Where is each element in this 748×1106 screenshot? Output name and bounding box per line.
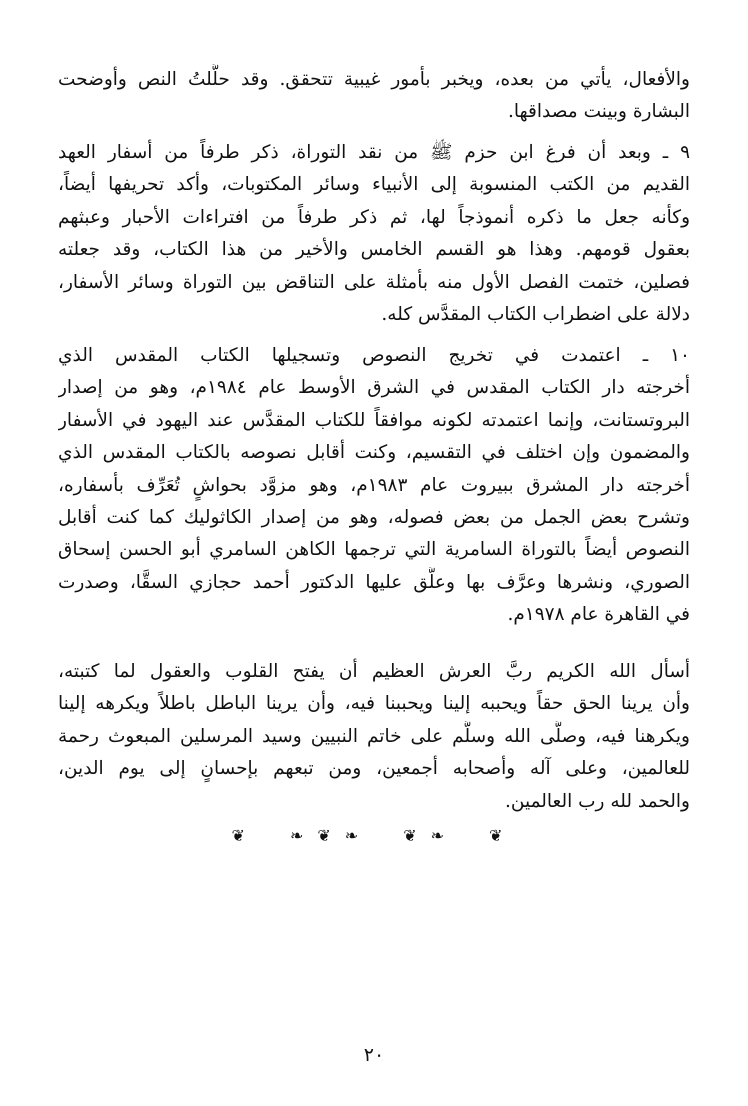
fleuron-icon: ❦❧ — [403, 826, 459, 845]
text-line: فصلين، ختمت الفصل الأول منه بأمثلة على التناقض بين التوراة وسائر الأسفار، — [58, 271, 690, 293]
text-line: والحمد لله رب العالمين. — [505, 790, 690, 812]
text-line: أسأل الله الكريم ربَّ العرش العظيم أن يفتح القلوب والعقول لما كتبته، — [58, 661, 690, 682]
text-line: ١٠ ـ اعتمدت في تخريج النصوص وتسجيلها الكتاب المقدس الذي — [58, 345, 690, 366]
text-line: أخرجته دار المشرق ببيروت عام ١٩٨٣م، وهو مزوَّد بحواشٍ تُعَرِّف بأسفاره، — [58, 474, 690, 496]
page-number: ٢٠ — [363, 1044, 385, 1066]
text-line: والأفعال، يأتي من بعده، ويخبر بأمور غيبية تتحقق. وقد حلَّلتُ النص وأوضحت — [58, 69, 690, 90]
fleuron-icon: ❧❦❧ — [289, 826, 373, 845]
text-line: البروتستانت، وإنما اعتمدته لكونه موافقاً للكتاب المقدَّس عند اليهود في الأسفار — [58, 409, 690, 431]
text-line: أخرجته دار الكتاب المقدس في الشرق الأوسط عام ١٩٨٤م، وهو من إصدار — [58, 377, 690, 399]
text-line: ٩ ـ وبعد أن فرغ ابن حزم ﷺ من نقد التوراة، ذكر طرفاً من أسفار العهد — [58, 142, 690, 163]
text-line: في القاهرة عام ١٩٧٨م. — [507, 604, 690, 626]
text-line: النصوص أيضاً بالتوراة السامرية التي ترجمها الكاهن السامري أبو الحسن إسحاق — [58, 539, 690, 561]
paragraph-4 — [58, 656, 690, 818]
fleuron-icon: ❦ — [489, 826, 517, 845]
text-line: دلالة على اضطراب الكتاب المقدَّس كله. — [381, 304, 690, 326]
text-line: والمضمون وإن اختلف في التقسيم، وكنت أقابل نصوصه بالكتاب المقدس الذي — [58, 442, 690, 464]
text-line: وأن يرينا الحق حقاً ويحببه إلينا ويحببنا فيه، وأن يرينا الباطل باطلاً ويكرهه إلينا — [58, 693, 690, 715]
fleuron-icon: ❦ — [231, 826, 259, 845]
paragraph-2 — [58, 137, 690, 331]
text-line: البشارة وبينت مصداقها. — [508, 101, 690, 123]
text-line: القديم من الكتب المنسوبة إلى الأنبياء وسائر المكتوبات، وأكد تحريفها أيضاً، — [58, 174, 690, 196]
text-line: الصوري، ونشرها وعرَّف بها وعلَّق عليها الدكتور أحمد حجازي السقَّا، وصدرت — [58, 571, 690, 593]
text-line: وتشرح بعض الجمل من بعض فصوله، وهو من إصدار الكاثوليك كما كنت أقابل — [58, 507, 690, 529]
text-line: ويكرهنا فيه، وصلَّى الله وسلَّم على خاتم النبيين وسيد المرسلين المبعوث رحمة — [58, 725, 690, 747]
text-line: للعالمين، وعلى آله وأصحابه أجمعين، ومن تبعهم بإحسانٍ إلى يوم الدين، — [58, 758, 690, 780]
text-line: بعقول قومهم. وهذا هو القسم الخامس والأخير من هذا الكتاب، وقد جعلته — [58, 239, 690, 261]
paragraph-1 — [58, 64, 690, 129]
section-end-ornament — [0, 826, 748, 845]
paragraph-3 — [58, 340, 690, 632]
text-line: وكأنه جعل ما ذكره أنموذجاً لها، ثم ذكر طرفاً من افتراءات الأحبار وعبثهم — [58, 206, 690, 228]
